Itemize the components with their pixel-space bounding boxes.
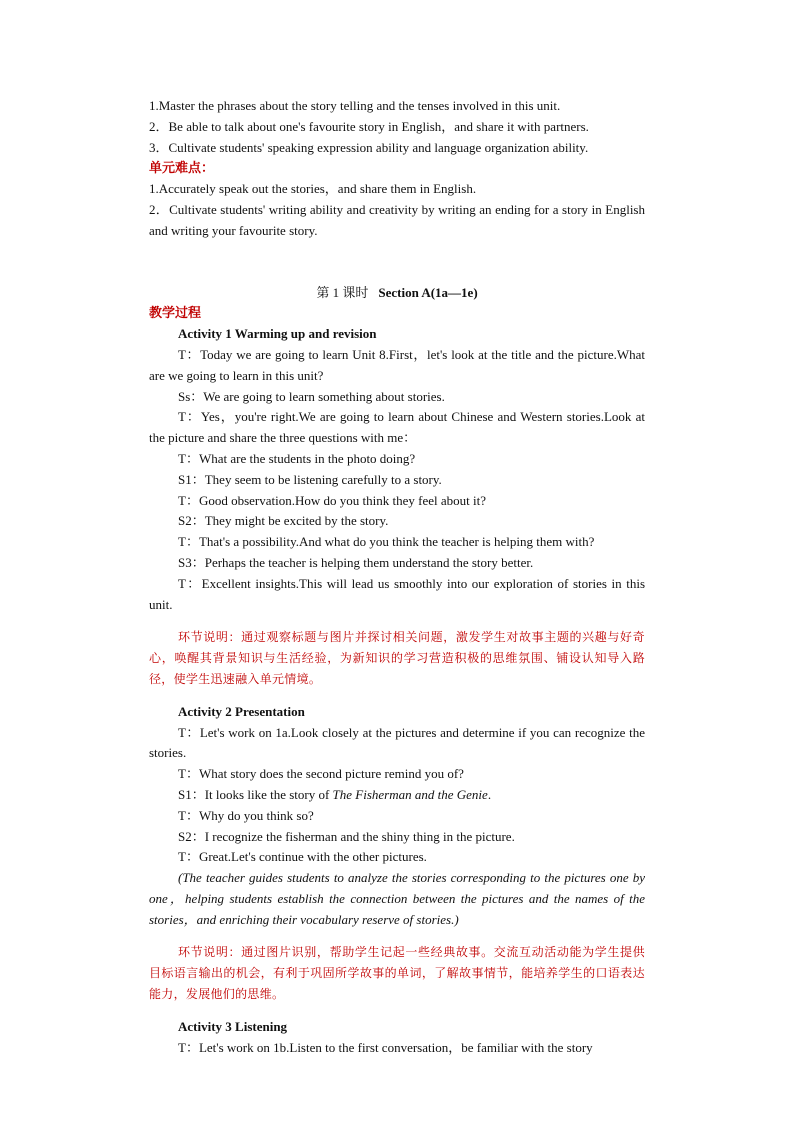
process-heading: 教学过程 (149, 305, 202, 321)
activity-3-title: Activity 3 Listening (178, 1018, 288, 1034)
dialogue-line: S3：Perhaps the teacher is helping them understand the story better. (178, 554, 534, 570)
dialogue-line: T：What are the students in the photo doing? (178, 450, 416, 466)
dialogue-line: T：Excellent insights.This will lead us smoothly into our exploration of stories in this unit. (149, 575, 645, 612)
objective-1: 1.Master the phrases about the story telling and the tenses involved in this unit. (149, 98, 561, 113)
dialogue-line: S1：They seem to be listening carefully to a story. (178, 471, 442, 487)
dialogue-line: T：Let's work on 1a.Look closely at the pictures and determine if you can recognize the stories. (149, 724, 645, 761)
activity-2-title: Activity 2 Presentation (178, 703, 305, 719)
dialogue-line: T：What story does the second picture remind you of? (178, 766, 464, 782)
dialogue-line (149, 785, 645, 806)
note-label: 环节说明： (178, 630, 242, 645)
activity-1-title: Activity 1 Warming up and revision (178, 326, 377, 342)
dialogue-line: T：Let's work on 1b.Listen to the first conversation，be familiar with the story (178, 1039, 593, 1055)
difficulty-2: 2．Cultivate students' writing ability and creativity by writing an ending for a story in English and writing your favourite story. (149, 201, 645, 238)
dialogue-line: Ss：We are going to learn something about stories. (178, 388, 445, 404)
dialogue-line: T：Today we are going to learn Unit 8.First，let's look at the title and the picture.What are we going to learn in this unit? (149, 346, 645, 383)
dialogue-line: T：Why do you think so? (178, 807, 314, 823)
objective-3: 3．Cultivate students' speaking expression ability and language organization ability. (149, 139, 589, 155)
note-label: 环节说明： (178, 945, 242, 960)
document-page (149, 96, 645, 1058)
lesson-section: Section A(1a—1e) (378, 284, 478, 300)
dialogue-line: T：Great.Let's continue with the other pictures. (178, 849, 427, 865)
dialogue-line: S2：They might be excited by the story. (178, 513, 389, 529)
note-text: 通过观察标题与图片并探讨相关问题，激发学生对故事主题的兴趣与好奇心，唤醒其背景知识与生活经验，为新知识的学习营造积极的思维氛围、铺设认知导入路径，使学生迅速融入单元情境。 (149, 630, 645, 686)
teacher-guide-paragraph: (The teacher guides students to analyze the stories corresponding to the pictures one by one，helping students establish the connection between the pictures and the names of the stories，and enriching their vocabulary reserve of stories.) (149, 870, 645, 927)
activity-1-note (149, 627, 645, 689)
dialogue-line: T：Good observation.How do you think they feel about it? (178, 492, 486, 508)
dialogue-line: T：That's a possibility.And what do you think the teacher is helping them with? (178, 534, 595, 550)
lesson-title (149, 283, 645, 304)
story-title: The Fisherman and the Genie (332, 786, 488, 802)
dialogue-line: S2：I recognize the fisherman and the shiny thing in the picture. (178, 828, 515, 844)
s1-suffix: . (487, 786, 492, 802)
difficulty-heading: 单元难点： (149, 160, 215, 176)
note-text: 通过图片识别，帮助学生记起一些经典故事。交流互动活动能为学生提供目标语言输出的机会，有利于巩固所学故事的单词，了解故事情节，能培养学生的口语表达能力，发展他们的思维。 (149, 945, 645, 1002)
activity-2-note (149, 942, 645, 1004)
lesson-number: 第 1 课时 (316, 284, 369, 300)
difficulty-1: 1.Accurately speak out the stories，and share them in English. (149, 181, 477, 197)
objective-2: 2．Be able to talk about one's favourite story in English，and share it with partners. (149, 118, 589, 134)
s1-prefix: S1：It looks like the story of (178, 786, 333, 802)
dialogue-line: T：Yes，you're right.We are going to learn about Chinese and Western stories.Look at the picture and share the three questions with me： (149, 409, 645, 446)
